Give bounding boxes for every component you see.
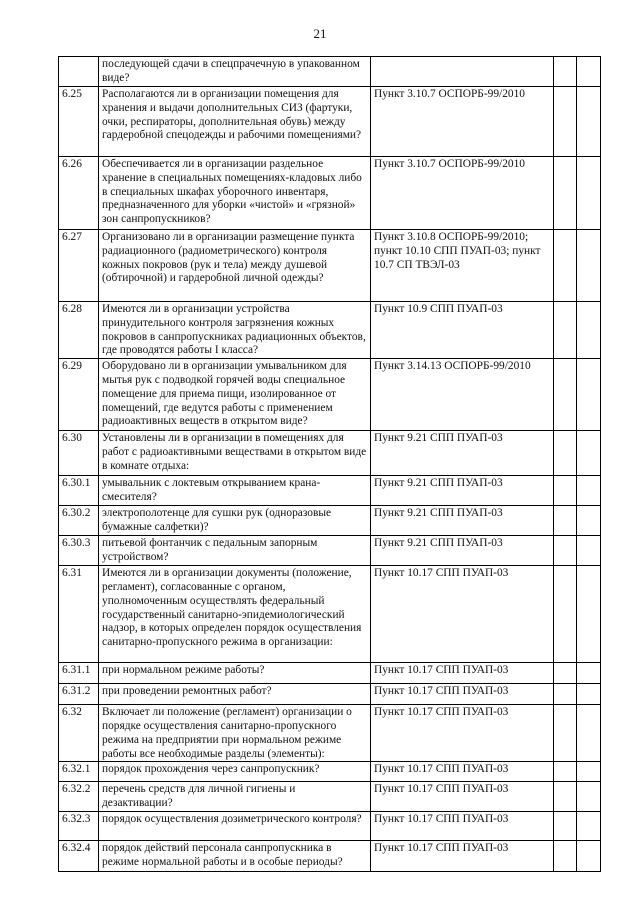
- item-reference: Пункт 9.21 СПП ПУАП-03: [371, 476, 554, 506]
- table-row: [59, 302, 601, 359]
- item-question: питьевой фонтанчик с педальным запорным устройством?: [99, 536, 371, 566]
- answer-cell-2[interactable]: [577, 506, 601, 536]
- item-reference: Пункт 10.17 СПП ПУАП-03: [371, 566, 554, 663]
- item-number: 6.32.4: [59, 841, 99, 872]
- item-reference: Пункт 10.9 СПП ПУАП-03: [371, 302, 554, 359]
- answer-cell-1[interactable]: [554, 87, 577, 157]
- item-question: при проведении ремонтных работ?: [99, 684, 371, 705]
- answer-cell-2[interactable]: [577, 812, 601, 841]
- item-question: электрополотенце для сушки рук (одноразовые бумажные салфетки)?: [99, 506, 371, 536]
- item-number: 6.32.1: [59, 762, 99, 782]
- item-question: Имеются ли в организации документы (положение, регламент), согласованные с органом, уполномоченным осуществлять федеральный государственный санитарно-эпидемиологический надзор, в которых определен порядок осуществления санитарно-пропускного режима в организации:: [99, 566, 371, 663]
- answer-cell-2[interactable]: [577, 157, 601, 230]
- answer-cell-2[interactable]: [577, 359, 601, 431]
- item-number: 6.30.2: [59, 506, 99, 536]
- item-reference: Пункт 10.17 СПП ПУАП-03: [371, 684, 554, 705]
- item-number: 6.32: [59, 705, 99, 762]
- table-row: [59, 782, 601, 812]
- item-reference: Пункт 10.17 СПП ПУАП-03: [371, 705, 554, 762]
- item-number: [59, 57, 99, 87]
- table-row: [59, 230, 601, 302]
- answer-cell-1[interactable]: [554, 762, 577, 782]
- item-number: 6.30: [59, 431, 99, 476]
- item-number: 6.31: [59, 566, 99, 663]
- item-question: последующей сдачи в спецпрачечную в упакованном виде?: [99, 57, 371, 87]
- table-row: [59, 87, 601, 157]
- answer-cell-2[interactable]: [577, 566, 601, 663]
- item-reference: Пункт 9.21 СПП ПУАП-03: [371, 431, 554, 476]
- table-row: [59, 684, 601, 705]
- item-number: 6.29: [59, 359, 99, 431]
- answer-cell-1[interactable]: [554, 566, 577, 663]
- table-row: [59, 762, 601, 782]
- item-question: Оборудовано ли в организации умывальником для мытья рук с подводкой горячей воды специальное помещение для приема пищи, изолированное от помещений, где ведутся работы с применением радиоактивных веществ в открытом виде?: [99, 359, 371, 431]
- checklist-rows: [59, 57, 601, 872]
- answer-cell-1[interactable]: [554, 705, 577, 762]
- table-row: [59, 157, 601, 230]
- item-number: 6.30.3: [59, 536, 99, 566]
- item-reference: Пункт 10.17 СПП ПУАП-03: [371, 782, 554, 812]
- table-row: [59, 359, 601, 431]
- item-number: 6.28: [59, 302, 99, 359]
- item-number: 6.30.1: [59, 476, 99, 506]
- answer-cell-1[interactable]: [554, 812, 577, 841]
- answer-cell-1[interactable]: [554, 157, 577, 230]
- item-question: Располагаются ли в организации помещения для хранения и выдачи дополнительных СИЗ (фартуки, очки, респираторы, дополнительная обувь) между гардеробной спецодежды и рабочими помещениями?: [99, 87, 371, 157]
- page-number: 21: [313, 26, 327, 41]
- answer-cell-2[interactable]: [577, 663, 601, 684]
- item-reference: Пункт 10.17 СПП ПУАП-03: [371, 841, 554, 872]
- answer-cell-1[interactable]: [554, 663, 577, 684]
- answer-cell-2[interactable]: [577, 87, 601, 157]
- answer-cell-2[interactable]: [577, 57, 601, 87]
- answer-cell-2[interactable]: [577, 841, 601, 872]
- checklist-table: [58, 56, 601, 872]
- table-row: [59, 506, 601, 536]
- answer-cell-1[interactable]: [554, 841, 577, 872]
- answer-cell-1[interactable]: [554, 684, 577, 705]
- answer-cell-2[interactable]: [577, 782, 601, 812]
- item-question: Имеются ли в организации устройства принудительного контроля загрязнения кожных покровов в санпропускниках радиационных объектов, где проводятся работы I класса?: [99, 302, 371, 359]
- answer-cell-1[interactable]: [554, 302, 577, 359]
- item-reference: Пункт 10.17 СПП ПУАП-03: [371, 663, 554, 684]
- answer-cell-2[interactable]: [577, 476, 601, 506]
- item-reference: Пункт 3.10.8 ОСПОРБ-99/2010; пункт 10.10 СПП ПУАП-03; пункт 10.7 СП ТВЭЛ-03: [371, 230, 554, 302]
- answer-cell-2[interactable]: [577, 684, 601, 705]
- item-question: Обеспечивается ли в организации раздельное хранение в специальных помещениях-кладовых либо в специальных шкафах уборочного инвентаря, предназначенного для уборки «чистой» и «грязной» зон санпропускников?: [99, 157, 371, 230]
- answer-cell-1[interactable]: [554, 359, 577, 431]
- answer-cell-2[interactable]: [577, 762, 601, 782]
- item-reference: [371, 57, 554, 87]
- item-reference: Пункт 3.10.7 ОСПОРБ-99/2010: [371, 157, 554, 230]
- table-row: [59, 566, 601, 663]
- item-number: 6.32.2: [59, 782, 99, 812]
- answer-cell-1[interactable]: [554, 782, 577, 812]
- answer-cell-2[interactable]: [577, 431, 601, 476]
- item-number: 6.27: [59, 230, 99, 302]
- table-row: [59, 841, 601, 872]
- item-question: при нормальном режиме работы?: [99, 663, 371, 684]
- item-reference: Пункт 10.17 СПП ПУАП-03: [371, 812, 554, 841]
- table-row: [59, 431, 601, 476]
- item-question: перечень средств для личной гигиены и дезактивации?: [99, 782, 371, 812]
- item-question: Включает ли положение (регламент) организации о порядке осуществления санитарно-пропускного режима на предприятии при нормальном режиме работы все необходимые разделы (элементы):: [99, 705, 371, 762]
- answer-cell-2[interactable]: [577, 230, 601, 302]
- item-reference: Пункт 3.14.13 ОСПОРБ-99/2010: [371, 359, 554, 431]
- item-number: 6.31.1: [59, 663, 99, 684]
- item-number: 6.25: [59, 87, 99, 157]
- item-reference: Пункт 3.10.7 ОСПОРБ-99/2010: [371, 87, 554, 157]
- item-question: Установлены ли в организации в помещениях для работ с радиоактивными веществами в открытом виде в комнате отдыха:: [99, 431, 371, 476]
- item-question: умывальник с локтевым открыванием крана-смесителя?: [99, 476, 371, 506]
- answer-cell-2[interactable]: [577, 302, 601, 359]
- item-reference: Пункт 10.17 СПП ПУАП-03: [371, 762, 554, 782]
- item-reference: Пункт 9.21 СПП ПУАП-03: [371, 536, 554, 566]
- table-row: [59, 536, 601, 566]
- answer-cell-1[interactable]: [554, 536, 577, 566]
- table-row: [59, 812, 601, 841]
- table-row: [59, 705, 601, 762]
- answer-cell-1[interactable]: [554, 230, 577, 302]
- item-question: порядок прохождения через санпропускник?: [99, 762, 371, 782]
- table-row: [59, 476, 601, 506]
- answer-cell-1[interactable]: [554, 57, 577, 87]
- item-question: порядок действий персонала санпропускника в режиме нормальной работы и в особые периоды?: [99, 841, 371, 872]
- item-number: 6.26: [59, 157, 99, 230]
- answer-cell-2[interactable]: [577, 705, 601, 762]
- answer-cell-1[interactable]: [554, 431, 577, 476]
- answer-cell-1[interactable]: [554, 476, 577, 506]
- item-number: 6.31.2: [59, 684, 99, 705]
- table-row: [59, 57, 601, 87]
- item-question: Организовано ли в организации размещение пункта радиационного (радиометрического) контроля кожных покровов (рук и тела) между душевой (обтирочной) и гардеробной личной одежды?: [99, 230, 371, 302]
- item-reference: Пункт 9.21 СПП ПУАП-03: [371, 506, 554, 536]
- item-question: порядок осуществления дозиметрического контроля?: [99, 812, 371, 841]
- answer-cell-1[interactable]: [554, 506, 577, 536]
- item-number: 6.32.3: [59, 812, 99, 841]
- answer-cell-2[interactable]: [577, 536, 601, 566]
- table-row: [59, 663, 601, 684]
